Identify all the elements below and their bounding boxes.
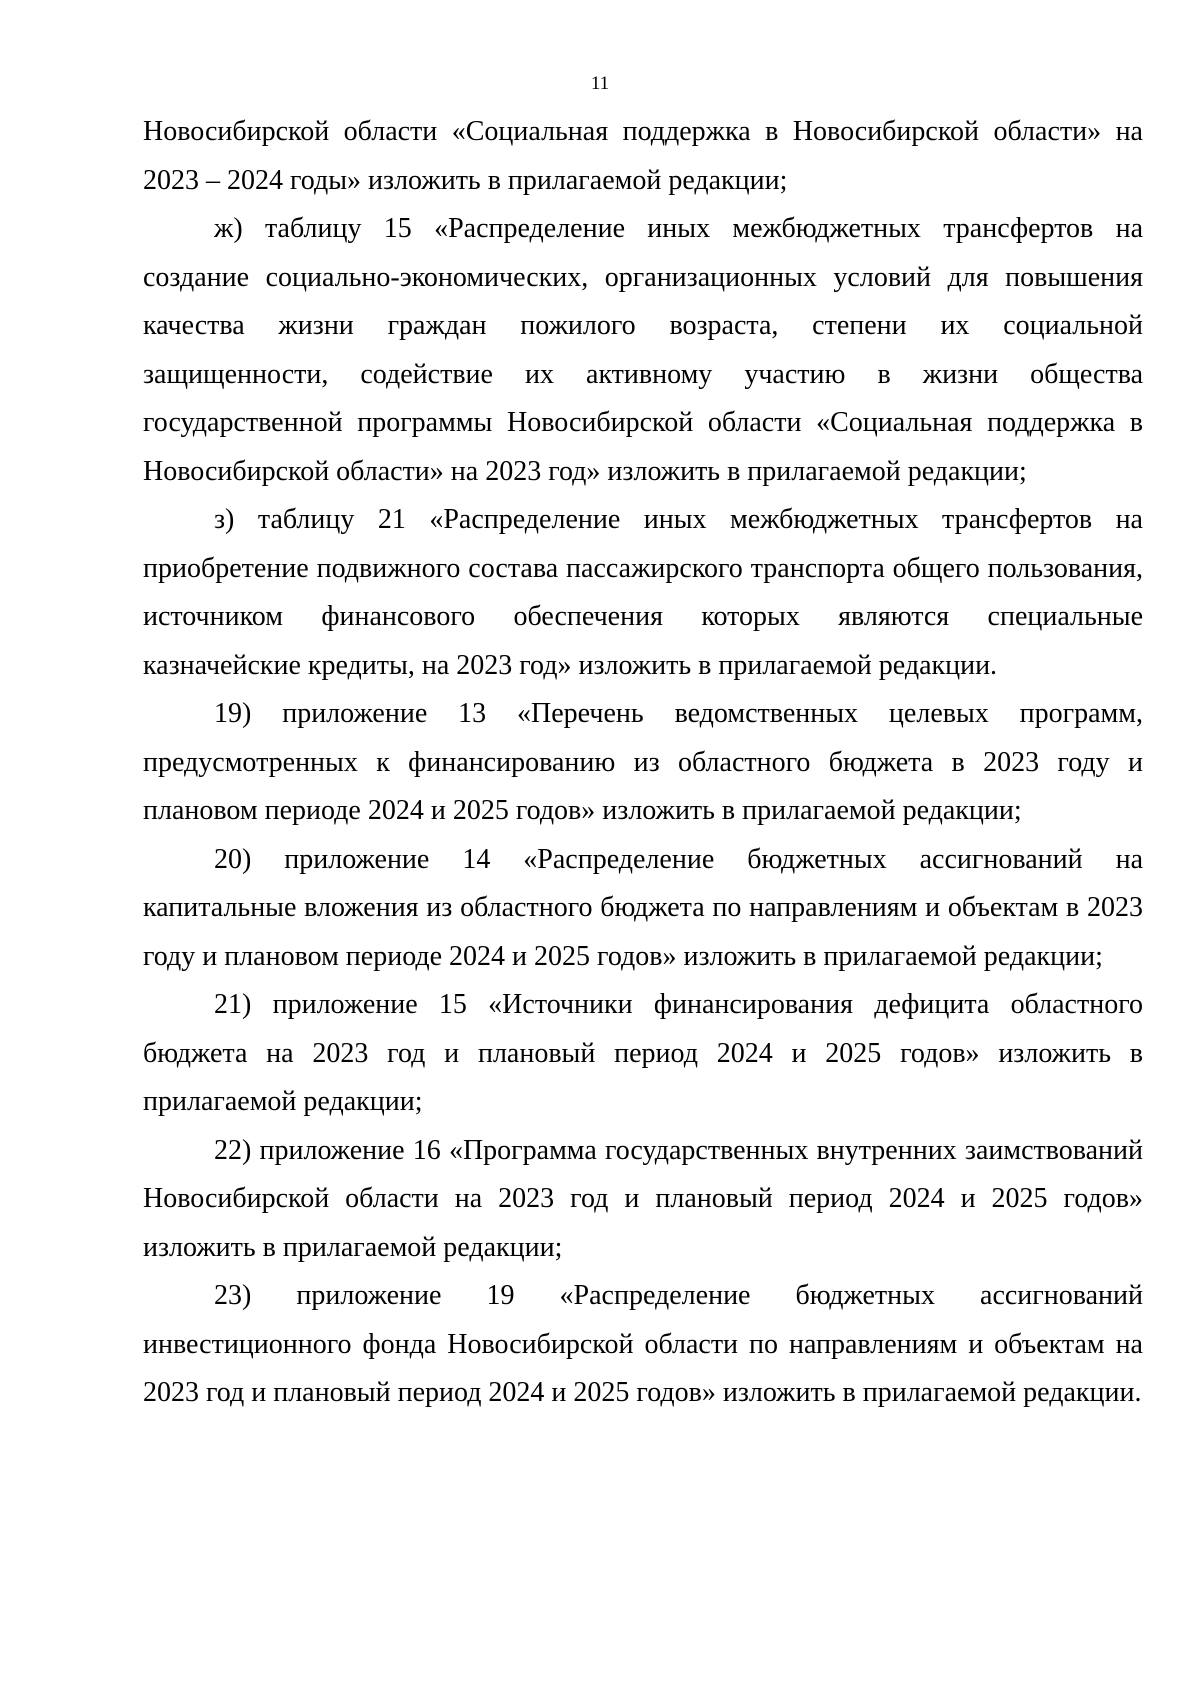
document-body [143,108,1143,1418]
paragraph-item-20: 20) приложение 14 «Распределение бюджетных ассигнований на капитальные вложения из областного бюджета по направлениям и объектам в 2023 году и плановом периоде 2024 и 2025 годов» изложить в прилагаемой редакции; [143,843,1143,972]
paragraph-item-22: 22) приложение 16 «Программа государственных внутренних заимствований Новосибирской области на 2023 год и плановый период 2024 и 2025 годов» изложить в прилагаемой редакции; [143,1134,1143,1263]
paragraph-item-zh: ж) таблицу 15 «Распределение иных межбюджетных трансфертов на создание социально-экономических, организационных условий для повышения качества жизни граждан пожилого возраста, степени их социальной защищенности, содействие их активному участию в жизни общества государственной программы Новосибирской области «Социальная поддержка в Новосибирской области» на 2023 год» изложить в прилагаемой редакции; [143,213,1143,487]
paragraph-item-23: 23) приложение 19 «Распределение бюджетных ассигнований инвестиционного фонда Новосибирской области по направлениям и объектам на 2023 год и плановый период 2024 и 2025 годов» изложить в прилагаемой редакции. [143,1280,1143,1408]
paragraph-continuation: Новосибирской области «Социальная поддержка в Новосибирской области» на 2023 – 2024 годы» изложить в прилагаемой редакции; [143,116,1143,196]
paragraph-item-z: з) таблицу 21 «Распределение иных межбюджетных трансфертов на приобретение подвижного состава пассажирского транспорта общего пользования, источником финансового обеспечения которых являются специальные казначейские кредиты, на 2023 год» изложить в прилагаемой редакции. [143,504,1143,681]
paragraph-item-21: 21) приложение 15 «Источники финансирования дефицита областного бюджета на 2023 год и плановый период 2024 и 2025 годов» изложить в прилагаемой редакции; [143,989,1143,1117]
paragraph-item-19: 19) приложение 13 «Перечень ведомственных целевых программ, предусмотренных к финансированию из областного бюджета в 2023 году и плановом периоде 2024 и 2025 годов» изложить в прилагаемой редакции; [143,698,1143,826]
page-number: 11 [590,73,610,94]
